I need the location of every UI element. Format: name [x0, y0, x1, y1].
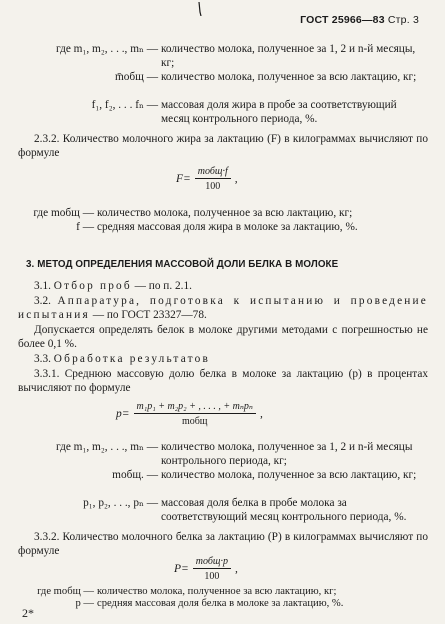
fraction-denominator: mобщ: [181, 416, 208, 427]
definition-row: [18, 70, 428, 84]
formula-protein-share: [116, 401, 263, 427]
standard-number: ГОСТ 25966—83: [300, 14, 385, 26]
fraction: [134, 401, 256, 427]
fraction-denominator: 100: [204, 571, 220, 582]
fraction: [193, 556, 231, 582]
definition-row: [18, 206, 428, 220]
definition-symbol: f —: [76, 221, 94, 233]
definition-text: количество молока, полученное за всю лактацию, кг;: [97, 586, 337, 597]
definition-row: [18, 586, 428, 598]
section-heading-3: 3. МЕТОД ОПРЕДЕЛЕНИЯ МАССОВОЙ ДОЛИ БЕЛКА В МОЛОКЕ: [26, 259, 339, 270]
definition-symbol: mобщ. —: [112, 469, 158, 481]
clause-title: Обработка результатов: [53, 353, 210, 365]
page-header: [300, 14, 419, 26]
definition-text: количество молока, полученное за 1, 2 и n-й месяцы, кг;: [161, 43, 416, 69]
definition-symbol: p₁, p₂, . . ., pₙ —: [83, 497, 158, 509]
paragraph-3-3-1: 3.3.1. Среднюю массовую долю белка в молоке за лактацию (p) в процентах вычисляют по формуле: [18, 368, 428, 394]
definition-text: количество молока, полученное за всю лактацию, кг;: [161, 71, 417, 83]
fraction-numerator: m₁p₁ + m₂p₂ + , . . . , + mₙpₙ: [134, 401, 256, 414]
definition-row: [18, 598, 428, 610]
fraction: [195, 166, 231, 192]
paragraph-3-3-2: 3.3.2. Количество молочного белка за лактацию (P) в килограммах вычисляют по формуле: [18, 531, 428, 557]
page-footer-mark: 2*: [22, 606, 34, 620]
scan-mark: [197, 2, 203, 16]
definition-row: [18, 496, 428, 524]
definition-symbol: m̄общ —: [114, 71, 158, 83]
definition-symbol: p —: [75, 598, 94, 609]
fraction-numerator: mобщ·f: [195, 166, 231, 179]
clause-text: — по п. 2.1.: [134, 280, 192, 292]
definition-symbol: где m₁, m₂, . . ., mₙ —: [56, 43, 158, 55]
formula-lhs: p=: [116, 408, 130, 420]
definition-row: [18, 440, 428, 468]
definition-row: [18, 220, 428, 234]
definition-symbol: где m₁, m₂, . . ., mₙ —: [56, 441, 158, 453]
fraction-numerator: mобщ·p: [193, 556, 231, 569]
definition-symbol: f₁, f₂, . . . fₙ —: [91, 99, 158, 111]
definition-text: количество молока, полученное за всю лактацию, кг;: [161, 469, 417, 481]
definition-text: средняя массовая доля жира в молоке за лактацию, %.: [97, 221, 358, 233]
definition-text: средняя массовая доля белка в молоке за лактацию, %.: [97, 598, 344, 609]
clause-number: 3.3.: [34, 353, 51, 365]
formula-tail: ,: [234, 173, 238, 185]
paragraph-3-3: [18, 352, 428, 366]
paragraph-3-1: [18, 279, 428, 293]
paragraph-2-3-2: 2.3.2. Количество молочного жира за лактацию (F) в килограммах вычисляют по формуле: [18, 133, 428, 159]
clause-title: Аппаратура, подготовка к испытанию и проведение испытания: [18, 295, 429, 321]
paragraph-3-2: [18, 294, 428, 322]
fraction-denominator: 100: [205, 181, 221, 192]
formula-tail: ,: [234, 563, 238, 575]
definition-text: массовая доля белка в пробе молока за соответствующий месяц контрольного периода, %.: [161, 497, 407, 523]
formula-tail: ,: [259, 408, 263, 420]
paragraph-3-2-extra: Допускается определять белок в молоке другими методами с погрешностью не более 0,1 %.: [18, 324, 428, 350]
formula-lhs: P=: [174, 563, 189, 575]
formula-lhs: F=: [176, 173, 191, 185]
definition-row: [18, 98, 428, 126]
clause-number: 3.1.: [34, 280, 51, 292]
definition-symbol: где mобщ —: [37, 586, 94, 597]
definition-text: количество молока, полученное за всю лактацию, кг;: [97, 207, 353, 219]
clause-number: 3.2.: [34, 295, 51, 307]
definition-text: количество молока, полученное за 1, 2 и n-й месяцы контрольного периода, кг;: [161, 441, 413, 467]
definition-symbol: где mобщ —: [33, 207, 94, 219]
definition-row: [18, 468, 428, 482]
clause-title: Отбор проб: [53, 280, 132, 292]
clause-text: — по ГОСТ 23327—78.: [92, 309, 207, 321]
definition-row: [18, 42, 428, 70]
formula-fat: [176, 166, 238, 192]
page-number: Стр. 3: [387, 14, 419, 26]
definition-text: массовая доля жира в пробе за соответствующий месяц контрольного периода, %.: [161, 99, 397, 125]
formula-protein-mass: [174, 556, 238, 582]
